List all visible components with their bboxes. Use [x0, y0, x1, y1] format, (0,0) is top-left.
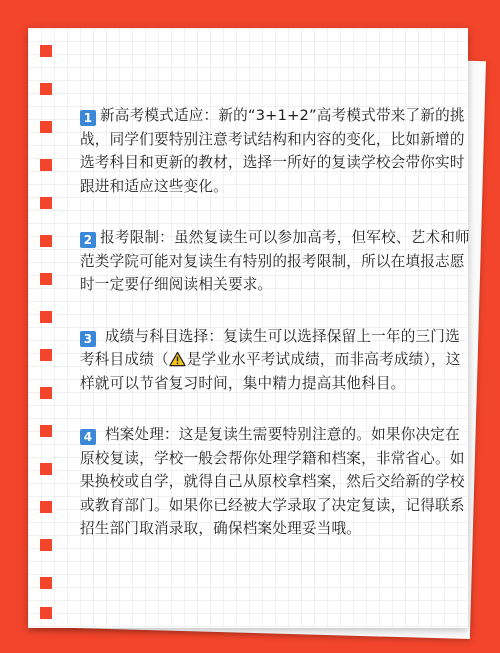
binder-hole: [40, 121, 52, 133]
section-body-before: 成绩与科目选择：复读生可以选择保留上一年的三门选考科目成绩（: [80, 327, 460, 368]
section-text: [80, 226, 470, 297]
section-body: 新高考模式适应：新的“3+1+2”高考模式带来了新的挑战，同学们要特别注意考试结构和内容的变化，比如新增的选考科目和更新的教材，选择一所好的复读学校会带你实时跟进和适应这些变化。: [80, 107, 465, 195]
binder-hole: [40, 463, 52, 475]
number-badge: 1: [80, 110, 96, 126]
binder-hole: [40, 83, 52, 95]
section-1: [80, 104, 470, 198]
section-body: 报考限制：虽然复读生可以参加高考，但军校、艺术和师范类学院可能对复读生有特别的报考限制，所以在填报志愿时一定要仔细阅读相关要求。: [80, 229, 470, 293]
number-badge: 2: [80, 232, 96, 248]
binder-hole: [40, 539, 52, 551]
binder-hole: [40, 159, 52, 171]
number-badge: 3: [80, 331, 96, 347]
binder-hole: [40, 273, 52, 285]
binder-hole: [40, 425, 52, 437]
binder-hole: [40, 577, 52, 589]
warning-icon: [169, 351, 186, 367]
binder-hole: [40, 607, 52, 619]
note-content: [80, 104, 470, 569]
section-4: [80, 423, 470, 541]
binder-hole: [40, 349, 52, 361]
section-text: [80, 104, 470, 198]
section-2: [80, 226, 470, 297]
binder-hole: [40, 311, 52, 323]
section-text: [80, 325, 470, 396]
section-3: [80, 325, 470, 396]
section-body: 档案处理：这是复读生需要特别注意的。如果你决定在原校复读，学校一般会帮你处理学籍和档案，非常省心。如果换校或自学，就得自己从原校拿档案，然后交给新的学校或教育部门。如果你已经被大学录取了决定复读，记得联系招生部门取消录取，确保档案处理妥当哦。: [80, 426, 465, 537]
number-badge: 4: [80, 429, 96, 445]
section-text: [80, 423, 470, 541]
binder-hole: [40, 197, 52, 209]
section-body-after: 是学业水平考试成绩，而非高考成绩），这样就可以节省复习时间，集中精力提高其他科目。: [80, 351, 461, 392]
binder-hole: [40, 235, 52, 247]
binder-hole: [40, 45, 52, 57]
binder-hole: [40, 387, 52, 399]
binder-hole: [40, 501, 52, 513]
